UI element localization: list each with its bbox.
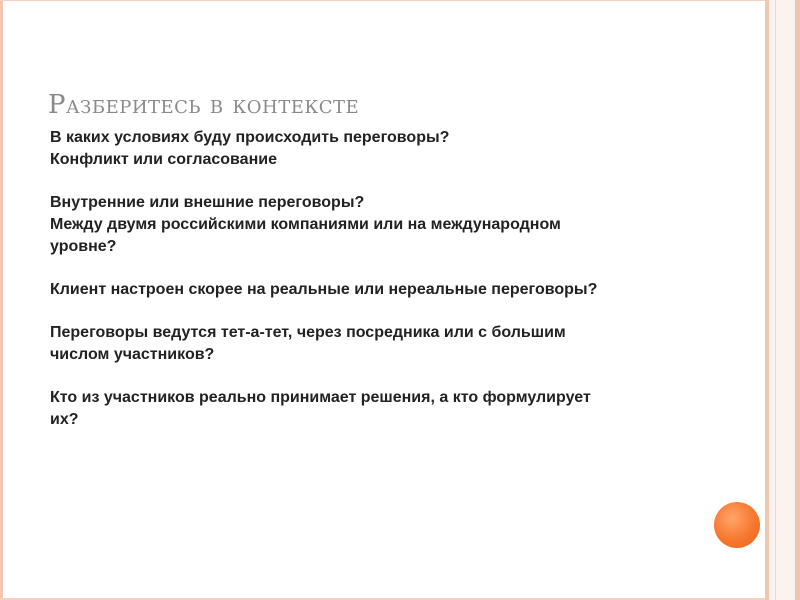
right-frame-thin-line <box>775 0 776 600</box>
paragraph-line: уровне? <box>50 238 117 255</box>
right-frame-band <box>769 0 795 600</box>
paragraph-line: их? <box>50 411 79 428</box>
paragraph-5 <box>50 387 750 431</box>
right-frame-outer-line <box>795 0 800 600</box>
paragraph-line: Кто из участников реально принимает решения, а кто формулирует <box>50 389 591 406</box>
slide-body <box>50 127 750 431</box>
orange-circle-decoration <box>714 502 760 548</box>
paragraph-2 <box>50 192 750 258</box>
right-frame-inner-line <box>765 0 769 600</box>
slide-title: Разберитесь в контексте <box>48 90 360 120</box>
paragraph-4 <box>50 322 750 366</box>
paragraph-line: Внутренние или внешние переговоры? <box>50 194 365 211</box>
paragraph-line: Клиент настроен скорее на реальные или нереальные переговоры? <box>50 281 598 298</box>
paragraph-line: числом участников? <box>50 346 215 363</box>
paragraph-line: Между двумя российскими компаниями или на международном <box>50 216 561 233</box>
paragraph-3 <box>50 279 750 301</box>
paragraph-1 <box>50 127 750 171</box>
top-border-decoration <box>0 0 800 1</box>
paragraph-line: В каких условиях буду происходить переговоры? <box>50 129 450 146</box>
paragraph-line: Конфликт или согласование <box>50 151 277 168</box>
paragraph-line: Переговоры ведутся тет-а-тет, через посредника или с большим <box>50 324 566 341</box>
left-border-decoration <box>0 0 3 600</box>
